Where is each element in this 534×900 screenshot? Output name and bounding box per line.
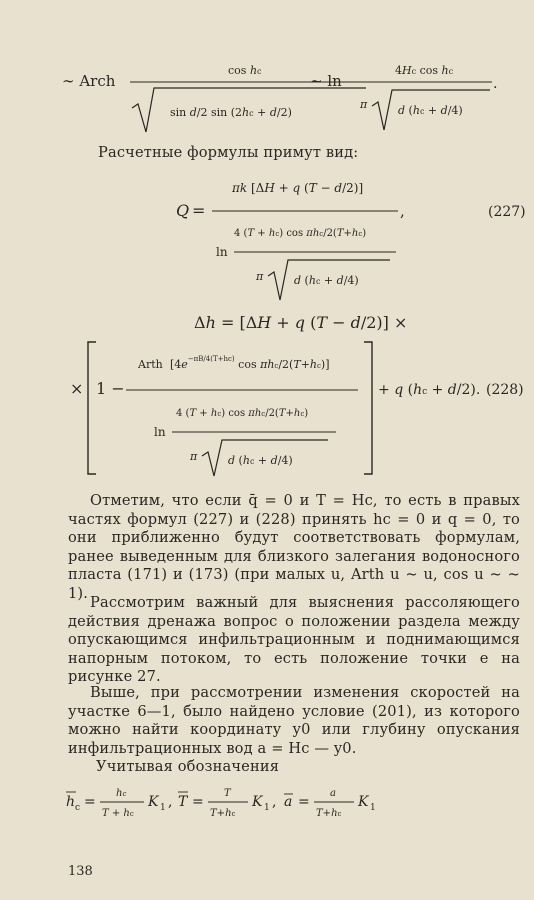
svg-text:=: = [192,201,206,220]
svg-text:K: K [252,794,263,810]
svg-text:4 (T + hc) cos πhc/2(T+hc): 4 (T + hc) cos πhc/2(T+hc) [234,228,367,239]
svg-text:sin d/2 sin (2hc + d/2): sin d/2 sin (2hc + d/2) [170,106,292,119]
svg-text:[4e−πB/4(T+hc) cos πhc/2(T+hc): [$4e^{-\pi B/4(T+hc)}$ cos πhc/2(T+hc)] [170,355,330,371]
svg-text:T: T [178,794,188,810]
svg-text:hc: hc [116,788,127,799]
eq228-number: (228) [486,382,524,398]
svg-text:Arth: Arth [138,358,163,371]
equation-228-body [66,340,526,478]
svg-text:∼ Arch: ∼ Arch [62,72,116,90]
intro-line: Расчетные формулы примут вид: [98,144,359,161]
svg-text:T+hc: T+hc [210,808,236,819]
svg-text:π: π [360,98,368,111]
equation-227 [170,168,530,306]
svg-text:Q: Q [176,201,190,220]
paragraph-notation: Учитывая обозначения [96,758,280,775]
svg-text:K: K [148,794,159,810]
svg-text:,: , [168,794,173,810]
svg-text:cos hc: cos hc [228,64,262,77]
svg-text:,: , [272,794,277,810]
svg-text:∼ ln: ∼ ln [310,72,342,90]
svg-text:T+hc: T+hc [316,808,342,819]
svg-text:1: 1 [264,803,270,813]
svg-text:ln: ln [216,245,228,259]
page-number: 138 [68,864,93,879]
svg-text:h: h [66,794,76,810]
svg-text:=: = [298,794,310,810]
paragraph-interface: Рассмотрим важный для выяснения рассоляющего действия дренажа вопрос о положении раздела между опускающимся инфильтрационным и поднимающимся напорным потоком, то есть положение точки e на рисунке 27. [68,594,520,686]
svg-text:a: a [284,794,293,810]
formula-top [60,58,500,138]
svg-text:d (hc + d/4): d (hc + d/4) [294,274,359,287]
svg-text:=: = [84,794,96,810]
svg-text:1: 1 [160,803,166,813]
formula-bottom [64,780,404,834]
svg-text:1 −: 1 − [96,379,125,398]
eq227-number: (227) [488,204,526,220]
paragraph-condition: Выше, при рассмотрении изменения скоростей на участке 6—1, было найдено условие (201), из которого можно найти координату y0 или глубину опускания инфильтрационных вод a = Hc — y0. [68,684,520,757]
svg-text:T + hc: T + hc [102,808,134,819]
svg-text:πk [ΔH + q (T − d/2)]: πk [ΔH + q (T − d/2)] [232,181,364,195]
svg-text:,: , [400,202,405,220]
svg-text:d (hc + d/4): d (hc + d/4) [398,104,463,117]
svg-text:ln: ln [154,425,166,439]
svg-text:K: K [358,794,369,810]
paragraph-remark: Отметим, что если q̄ = 0 и T = Hc, то есть в правых частях формул (227) и (228) принять hc = 0 и q = 0, то они приближенно будут соответствовать формулам, ранее выведенным для близкого залегания водоносного пласта (171) и (173) (при малых u, Arth u ~ u, cos u ~ ~ 1). [68,492,520,602]
svg-text:4Hc cos hc: 4Hc cos hc [395,64,454,77]
equation-228-line1 [190,300,430,342]
svg-text:T: T [224,788,231,799]
svg-text:π: π [190,450,198,463]
svg-text:π: π [256,270,264,283]
svg-text:.: . [493,76,498,92]
svg-text:=: = [192,794,204,810]
svg-text:+ q (hc + d/2).: + q (hc + d/2). [378,382,481,398]
svg-text:×: × [70,379,84,398]
svg-text:c: c [75,803,81,813]
svg-text:Δh = [ΔH + q (T − d/2)] ×: Δh = [ΔH + q (T − d/2)] × [194,313,408,332]
svg-text:a: a [330,788,336,799]
svg-text:d (hc + d/4): d (hc + d/4) [228,454,293,467]
svg-text:4 (T + hc) cos πhc/2(T+hc): 4 (T + hc) cos πhc/2(T+hc) [176,408,309,419]
svg-text:1: 1 [370,803,376,813]
